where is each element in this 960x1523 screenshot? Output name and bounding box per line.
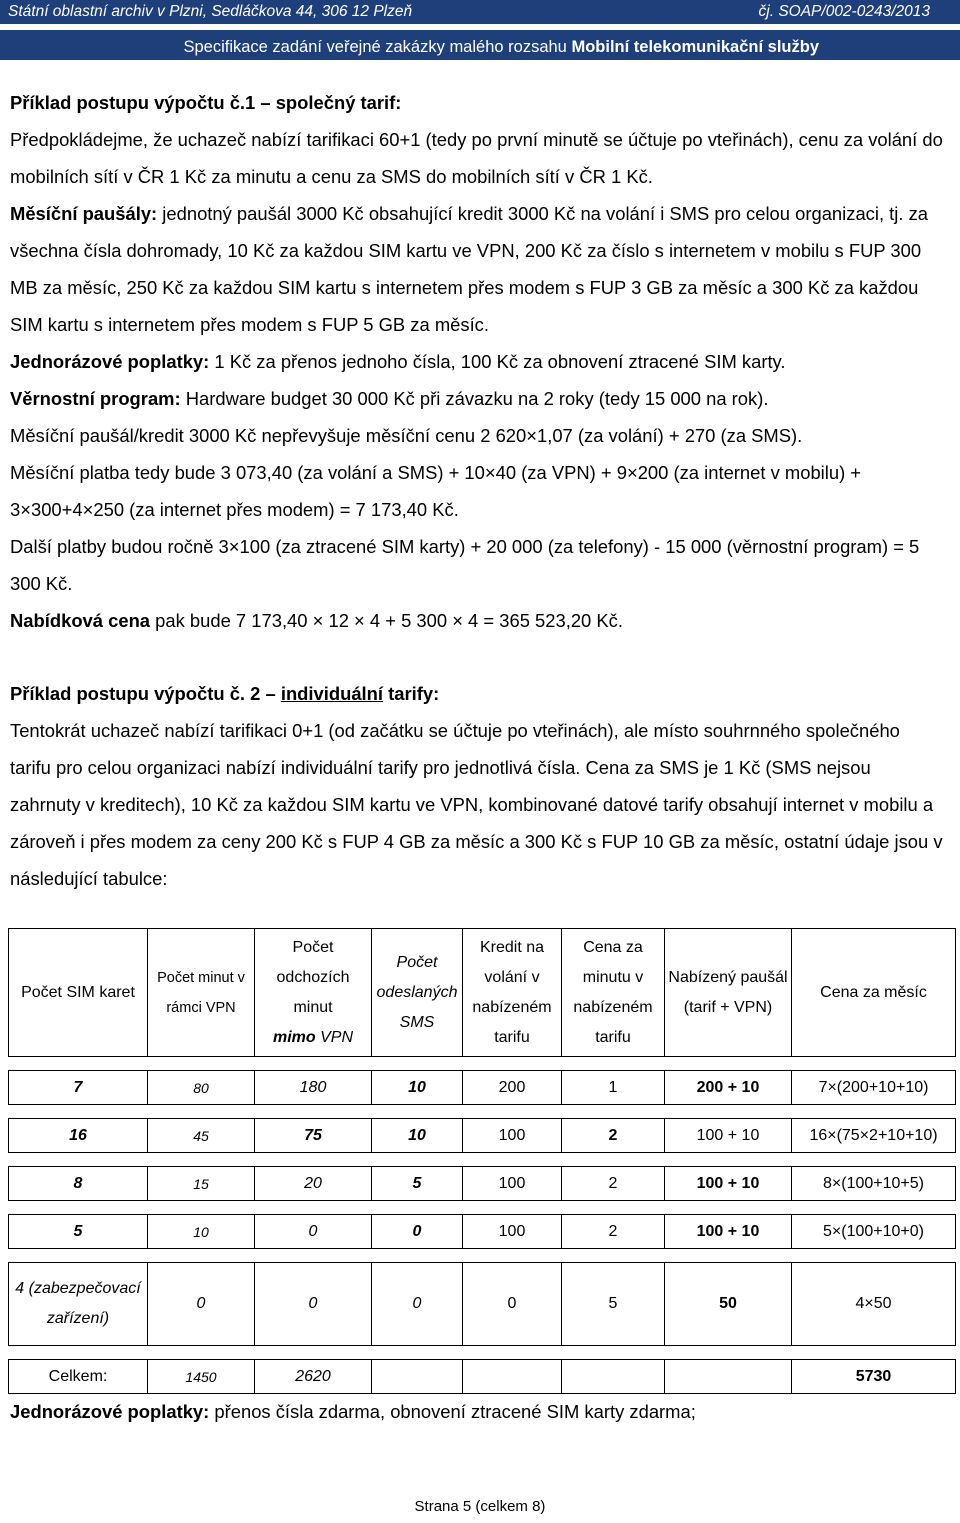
cell-outgoing-minutes: 20 [255, 1167, 372, 1201]
header-minute-price: Cena za minutu v nabízeném tarifu [562, 929, 665, 1057]
table-spacer [9, 1201, 956, 1215]
footer-label: Jednorázové poplatky: [10, 1401, 210, 1422]
cell-sms-count: 0 [372, 1215, 463, 1249]
cell-minute-price: 2 [562, 1119, 665, 1153]
cell-outgoing-minutes: 75 [255, 1119, 372, 1153]
cell-flat-fee: 200 + 10 [665, 1071, 792, 1105]
cell-sms-count: 5 [372, 1167, 463, 1201]
cell-minute-price: 2 [562, 1215, 665, 1249]
total-empty [372, 1360, 463, 1394]
cell-sms-count: 0 [372, 1263, 463, 1346]
one-time-fees-text: 1 Kč za přenos jednoho čísla, 100 Kč za obnovení ztracené SIM karty. [209, 351, 786, 372]
archive-address: Státní oblastní archiv v Plzni, Sedláčkova 44, 306 12 Plzeň [8, 3, 413, 20]
cell-outgoing-minutes: 0 [255, 1215, 372, 1249]
table-spacer [9, 1249, 956, 1263]
total-vpn-minutes: 1450 [148, 1360, 255, 1394]
header-call-credit: Kredit na volání v nabízeném tarifu [463, 929, 562, 1057]
total-outgoing-minutes: 2620 [255, 1360, 372, 1394]
cell-flat-fee: 50 [665, 1263, 792, 1346]
table-spacer [9, 1153, 956, 1167]
other-payments-paragraph: Další platby budou ročně 3×100 (za ztracené SIM karty) + 20 000 (za telefony) - 15 000 (věrnostní program) = 5 300 Kč. [10, 536, 920, 594]
footer-text: přenos čísla zdarma, obnovení ztracené SIM karty zdarma; [209, 1401, 696, 1422]
cell-minute-price: 2 [562, 1167, 665, 1201]
page-number: Strana 5 (celkem 8) [414, 1498, 546, 1515]
spec-subject: Mobilní telekomunikační služby [571, 38, 819, 56]
loyalty-text: Hardware budget 30 000 Kč při závazku na 2 roky (tedy 15 000 na rok). [180, 388, 769, 409]
cell-vpn-minutes: 45 [148, 1119, 255, 1153]
cell-flat-fee: 100 + 10 [665, 1215, 792, 1249]
total-label: Celkem: [9, 1360, 148, 1394]
monthly-credit-paragraph: Měsíční paušál/kredit 3000 Kč nepřevyšuje měsíční cenu 2 620×1,07 (za volání) + 270 (za SMS). [10, 425, 803, 446]
example1-heading: Příklad postupu výpočtu č.1 – společný tarif: [10, 92, 402, 113]
cell-call-credit: 100 [463, 1215, 562, 1249]
header-outgoing-minutes-text: Počet odchozích minut [276, 938, 350, 1016]
header-sim-count: Počet SIM karet [9, 929, 148, 1057]
example2-intro: Tentokrát uchazeč nabízí tarifikaci 0+1 (od začátku se účtuje po vteřinách), ale místo souhrnného společného tarifu pro celou organizaci nabízí individuální tarify pro jednotlivá čísla. Cena za SMS je 1 Kč (SMS nejsou zahrnuty v kreditech), 10 Kč za každou SIM kartu ve VPN, kombinované datové tarify obsahují internet v mobilu a zároveň i přes modem za ceny 200 Kč s FUP 4 GB za měsíc a 300 Kč s FUP 10 GB za měsíc, ostatní údaje jsou v následující tabulce: [10, 720, 943, 889]
document-header-bar [0, 0, 960, 24]
cell-flat-fee: 100 + 10 [665, 1119, 792, 1153]
header-outgoing-vpn: VPN [315, 1028, 353, 1046]
one-time-fees-footer [10, 1401, 696, 1423]
example1-intro: Předpokládejme, že uchazeč nabízí tarifikaci 60+1 (tedy po první minutě se účtuje po vteřinách), cenu za volání do mobilních sítí v ČR 1 Kč za minutu a cenu za SMS do mobilních sítí v ČR 1 Kč. [10, 129, 943, 187]
cell-call-credit: 100 [463, 1167, 562, 1201]
one-time-fees-paragraph [10, 343, 945, 380]
cell-minute-price: 5 [562, 1263, 665, 1346]
cell-sim-count: 4 (zabezpečovací zařízení) [9, 1263, 148, 1346]
table-row [9, 1215, 956, 1249]
loyalty-label: Věrnostní program: [10, 388, 181, 409]
document-body [10, 84, 945, 897]
cell-monthly-price: 16×(75×2+10+10) [792, 1119, 956, 1153]
offer-price-label: Nabídková cena [10, 610, 151, 631]
cell-sms-count: 10 [372, 1119, 463, 1153]
cell-sms-count: 10 [372, 1071, 463, 1105]
cell-vpn-minutes: 15 [148, 1167, 255, 1201]
table-total-row [9, 1360, 956, 1394]
cell-vpn-minutes: 0 [148, 1263, 255, 1346]
table-spacer [9, 1057, 956, 1071]
cell-outgoing-minutes: 180 [255, 1071, 372, 1105]
spec-title: Specifikace zadání veřejné zakázky malého rozsahu [183, 38, 567, 56]
cell-call-credit: 0 [463, 1263, 562, 1346]
tariff-table [8, 928, 956, 1394]
cell-monthly-price: 7×(200+10+10) [792, 1071, 956, 1105]
header-monthly-price: Cena za měsíc [792, 929, 956, 1057]
example2-heading-post: tarify: [383, 683, 440, 704]
cell-vpn-minutes: 80 [148, 1071, 255, 1105]
offer-price-text: pak bude 7 173,40 × 12 × 4 + 5 300 × 4 = 365 523,20 Kč. [150, 610, 623, 631]
table-row [9, 1119, 956, 1153]
monthly-payment-paragraph: Měsíční platba tedy bude 3 073,40 (za volání a SMS) + 10×40 (za VPN) + 9×200 (za internet v mobilu) + 3×300+4×250 (za internet přes modem) = 7 173,40 Kč. [10, 462, 862, 520]
example2-heading-pre: Příklad postupu výpočtu č. 2 – [10, 683, 281, 704]
monthly-fees-label: Měsíční paušály: [10, 203, 158, 224]
cell-sim-count: 16 [9, 1119, 148, 1153]
header-vpn-minutes [148, 929, 255, 1057]
monthly-fees-paragraph [10, 195, 945, 343]
table-header-row [9, 929, 956, 1057]
header-outgoing-minutes [255, 929, 372, 1057]
cell-outgoing-minutes: 0 [255, 1263, 372, 1346]
example2-heading [10, 675, 945, 712]
cell-monthly-price: 4×50 [792, 1263, 956, 1346]
cell-sim-count: 5 [9, 1215, 148, 1249]
cell-vpn-minutes: 10 [148, 1215, 255, 1249]
cell-sim-count: 7 [9, 1071, 148, 1105]
header-vpn-minutes-text: Počet minut v rámci VPN [157, 969, 245, 1016]
cell-monthly-price: 8×(100+10+5) [792, 1167, 956, 1201]
table-row [9, 1263, 956, 1346]
cell-call-credit: 200 [463, 1071, 562, 1105]
monthly-fees-text: jednotný paušál 3000 Kč obsahující kredit 3000 Kč na volání i SMS pro celou organizaci, tj. za všechna čísla dohromady, 10 Kč za každou SIM kartu ve VPN, 200 Kč za číslo s internetem v mobilu s FUP 300 MB za měsíc, 250 Kč za každou SIM kartu s internetem přes modem s FUP 3 GB za měsíc a 300 Kč za každou SIM kartu s internetem přes modem s FUP 5 GB za měsíc. [10, 203, 929, 335]
cell-flat-fee: 100 + 10 [665, 1167, 792, 1201]
header-offered-flat-fee: Nabízený paušál (tarif + VPN) [665, 929, 792, 1057]
header-sms-count: Počet odeslaných SMS [372, 929, 463, 1057]
cell-sim-count: 8 [9, 1167, 148, 1201]
total-empty [562, 1360, 665, 1394]
table-spacer [9, 1346, 956, 1360]
cell-call-credit: 100 [463, 1119, 562, 1153]
cell-monthly-price: 5×(100+10+0) [792, 1215, 956, 1249]
example2-heading-underlined: individuální [280, 683, 384, 704]
one-time-fees-label: Jednorázové poplatky: [10, 351, 210, 372]
table-spacer [9, 1105, 956, 1119]
total-empty [463, 1360, 562, 1394]
specification-bar [0, 30, 960, 60]
header-outgoing-mimo: mimo [272, 1028, 316, 1046]
table-row [9, 1167, 956, 1201]
total-empty [665, 1360, 792, 1394]
cell-minute-price: 1 [562, 1071, 665, 1105]
table-row [9, 1071, 956, 1105]
loyalty-paragraph [10, 380, 945, 417]
total-monthly-price: 5730 [792, 1360, 956, 1394]
offer-price-paragraph [10, 602, 945, 639]
reference-number: čj. SOAP/002-0243/2013 [758, 3, 930, 20]
